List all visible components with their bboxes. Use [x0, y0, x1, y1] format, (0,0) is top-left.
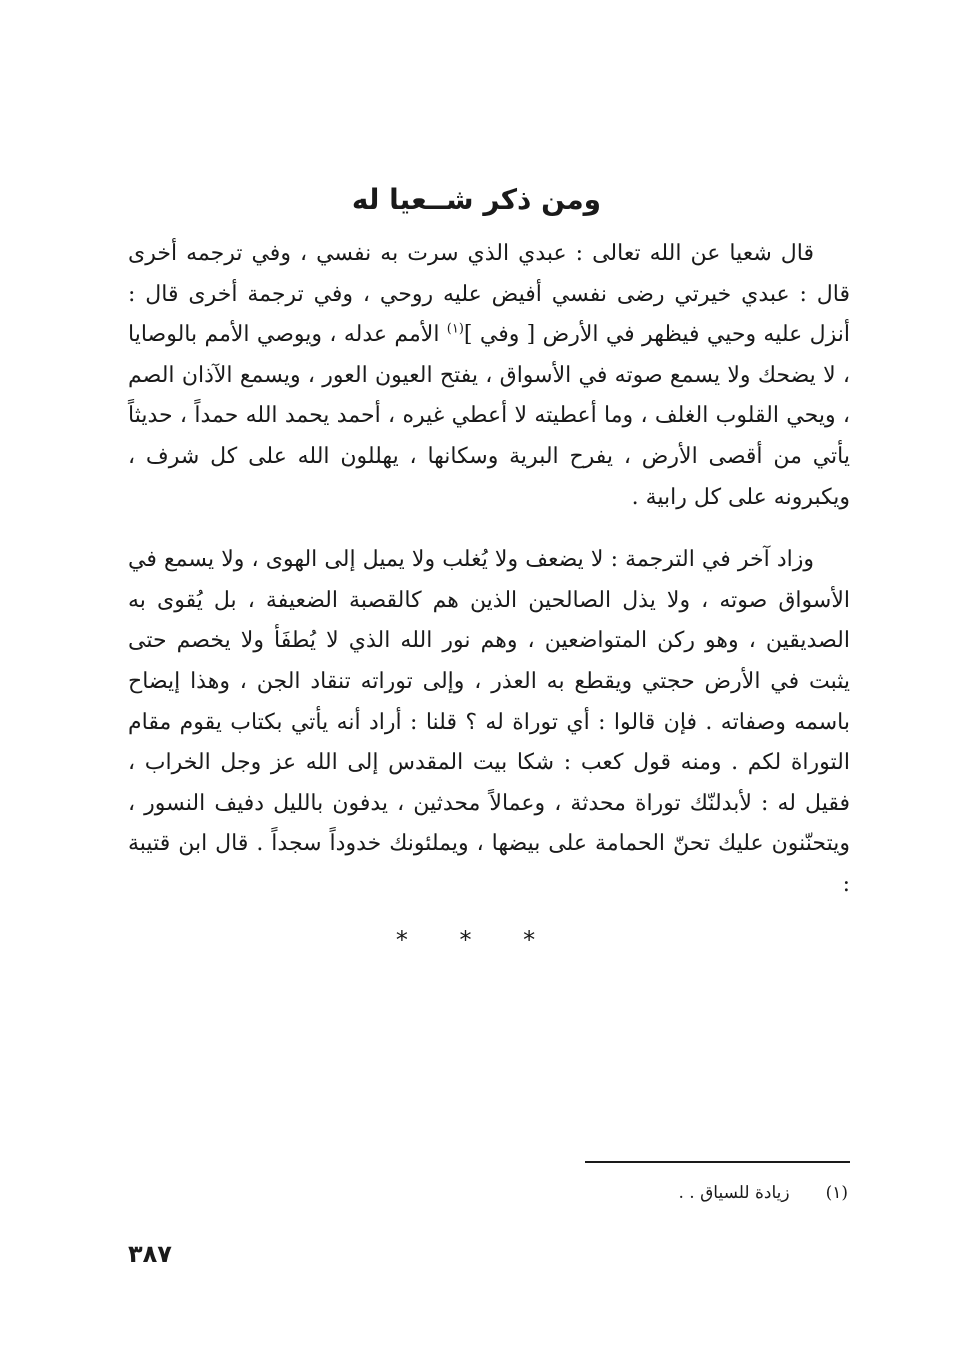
paragraph-2: وزاد آخر في الترجمة : لا يضعف ولا يُغلب ولا يميل إلى الهوى ، ولا يسمع في الأسواق صوته ، ولا يذل الصالحين الذين هم كالقصبة الضعيفة ، بل يُقوى به الصديقين ، وهو ركن المتواضعين ، وهم نور الله الذي لا يُطفَأ ولا يخصم حتى يثبت في الأرض حجتي ويقطع به العذر ، وإلى توراته تنقاد الجن ، وهذا إيضاح باسمه وصفاته . فإن قالوا : أي توراة له ؟ قلنا : أراد أنه يأتي بكتاب يقوم مقام التوراة لكم . ومنه قول كعب : شكا بيت المقدس إلى الله عز وجل الخراب ، فقيل له : لأبدلنّك توراة محدثة ، وعمالاً محدثين ، يدفون بالليل دفيف النسور ، ويتحنّنون عليك تحنّ الحمامة على بيضها ، ويملئونك خدوداً سجداً . قال ابن قتيبة : — [128, 547, 850, 897]
paragraph-1 — [128, 234, 850, 518]
page-number: ٣٨٧ — [128, 1240, 172, 1268]
paragraph-1-part-a: قال شعيا عن الله تعالى : عبدي الذي سرت به نفسي ، وفي ترجمه أخرى قال : عبدي خيرتي رضى نفسي أفيض عليه روحي ، وفي ترجمة أخرى قال : أنزل عليه وحيي فيظهر في الأرض [ وفي ] — [128, 241, 850, 348]
main-text — [128, 234, 850, 906]
section-heading: ومن ذكر شــعيا له — [351, 183, 602, 216]
footnote-reference: (١) — [446, 321, 464, 337]
footnote-text: زيادة للسياق . . — [678, 1183, 790, 1203]
footnote-divider — [585, 1161, 850, 1163]
section-separator: * * * — [395, 926, 558, 954]
footnote — [400, 1178, 848, 1208]
footnote-number: (١) — [825, 1183, 848, 1203]
paragraph-1-part-b: الأمم عدله ، ويوصي الأمم بالوصايا ، لا يضحك ولا يسمع صوته في الأسواق ، يفتح العيون العور ، ويسمع الآذان الصم ، ويحي القلوب الغلف ، وما أعطيته لا أعطي غيره ، أحمد يحمد الله حمداً ، حديثاً يأتي من أقصى الأرض ، يفرح البرية وسكانها ، يهللون الله على كل شرف ، ويكبرونه على كل رابية . — [128, 322, 850, 510]
